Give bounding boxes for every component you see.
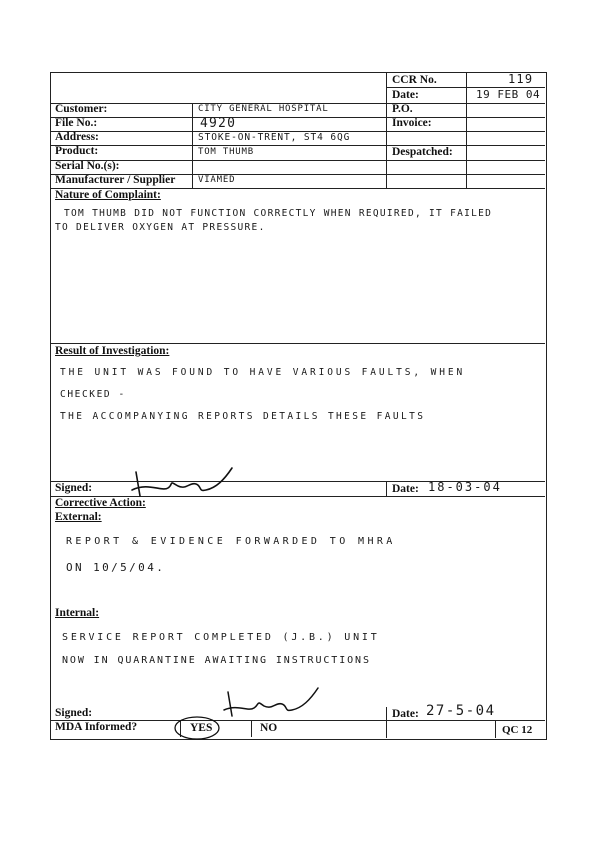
- address-label: Address:: [55, 131, 99, 143]
- despatched-label: Despatched:: [392, 146, 453, 158]
- result-line-3: THE ACCOMPANYING REPORTS DETAILS THESE FAULTS: [60, 411, 426, 422]
- corrective-heading: Corrective Action:: [55, 497, 146, 509]
- invoice-label: Invoice:: [392, 117, 432, 129]
- internal-line-1: SERVICE REPORT COMPLETED (J.B.) UNIT: [62, 632, 380, 643]
- date-value: 19 FEB 04: [476, 88, 541, 101]
- date-label: Date:: [392, 89, 419, 101]
- internal-line-2: NOW IN QUARANTINE AWAITING INSTRUCTIONS: [62, 655, 371, 666]
- mda-label: MDA Informed?: [55, 721, 138, 733]
- result-line-2: CHECKED -: [60, 389, 126, 400]
- date-label-2: Date:: [392, 708, 419, 720]
- yes-circle-mark: [172, 714, 222, 742]
- external-line-2: ON 10/5/04.: [66, 561, 166, 574]
- nature-line-1: TOM THUMB DID NOT FUNCTION CORRECTLY WHEN REQUIRED, IT FAILED: [64, 208, 493, 219]
- final-date-value: 27-5-04: [426, 703, 496, 719]
- serial-no-label: Serial No.(s):: [55, 160, 120, 172]
- no-option: NO: [260, 722, 278, 734]
- ccr-no-label: CCR No.: [392, 74, 437, 86]
- file-no-label: File No.:: [55, 117, 98, 129]
- external-line-1: REPORT & EVIDENCE FORWARDED TO MHRA: [66, 536, 396, 547]
- result-date-value: 18-03-04: [428, 480, 502, 494]
- customer-value: CITY GENERAL HOSPITAL: [198, 104, 329, 114]
- file-no-value: 4920: [200, 116, 237, 131]
- external-heading: External:: [55, 511, 102, 523]
- signature-1: [128, 462, 248, 502]
- result-heading: Result of Investigation:: [55, 345, 170, 357]
- signature-2: [218, 686, 328, 722]
- address-value: STOKE-ON-TRENT, ST4 6QG: [198, 132, 351, 143]
- form-code: QC 12: [502, 724, 533, 736]
- product-label: Product:: [55, 145, 99, 157]
- date-label-1: Date:: [392, 483, 419, 495]
- result-line-1: THE UNIT WAS FOUND TO HAVE VARIOUS FAULTS, WHEN: [60, 367, 466, 378]
- manufacturer-value: VIAMED: [198, 175, 236, 185]
- yes-option: YES: [190, 722, 213, 734]
- internal-heading: Internal:: [55, 607, 100, 619]
- signed-label-1: Signed:: [55, 482, 93, 494]
- nature-heading: Nature of Complaint:: [55, 189, 161, 201]
- customer-label: Customer:: [55, 103, 108, 115]
- nature-line-2: TO DELIVER OXYGEN AT PRESSURE.: [55, 222, 266, 233]
- ccr-no-value: 119: [508, 72, 534, 86]
- manufacturer-label: Manufacturer / Supplier: [55, 174, 176, 186]
- po-label: P.O.: [392, 103, 413, 115]
- product-value: TOM THUMB: [198, 147, 254, 157]
- signed-label-2: Signed:: [55, 707, 93, 719]
